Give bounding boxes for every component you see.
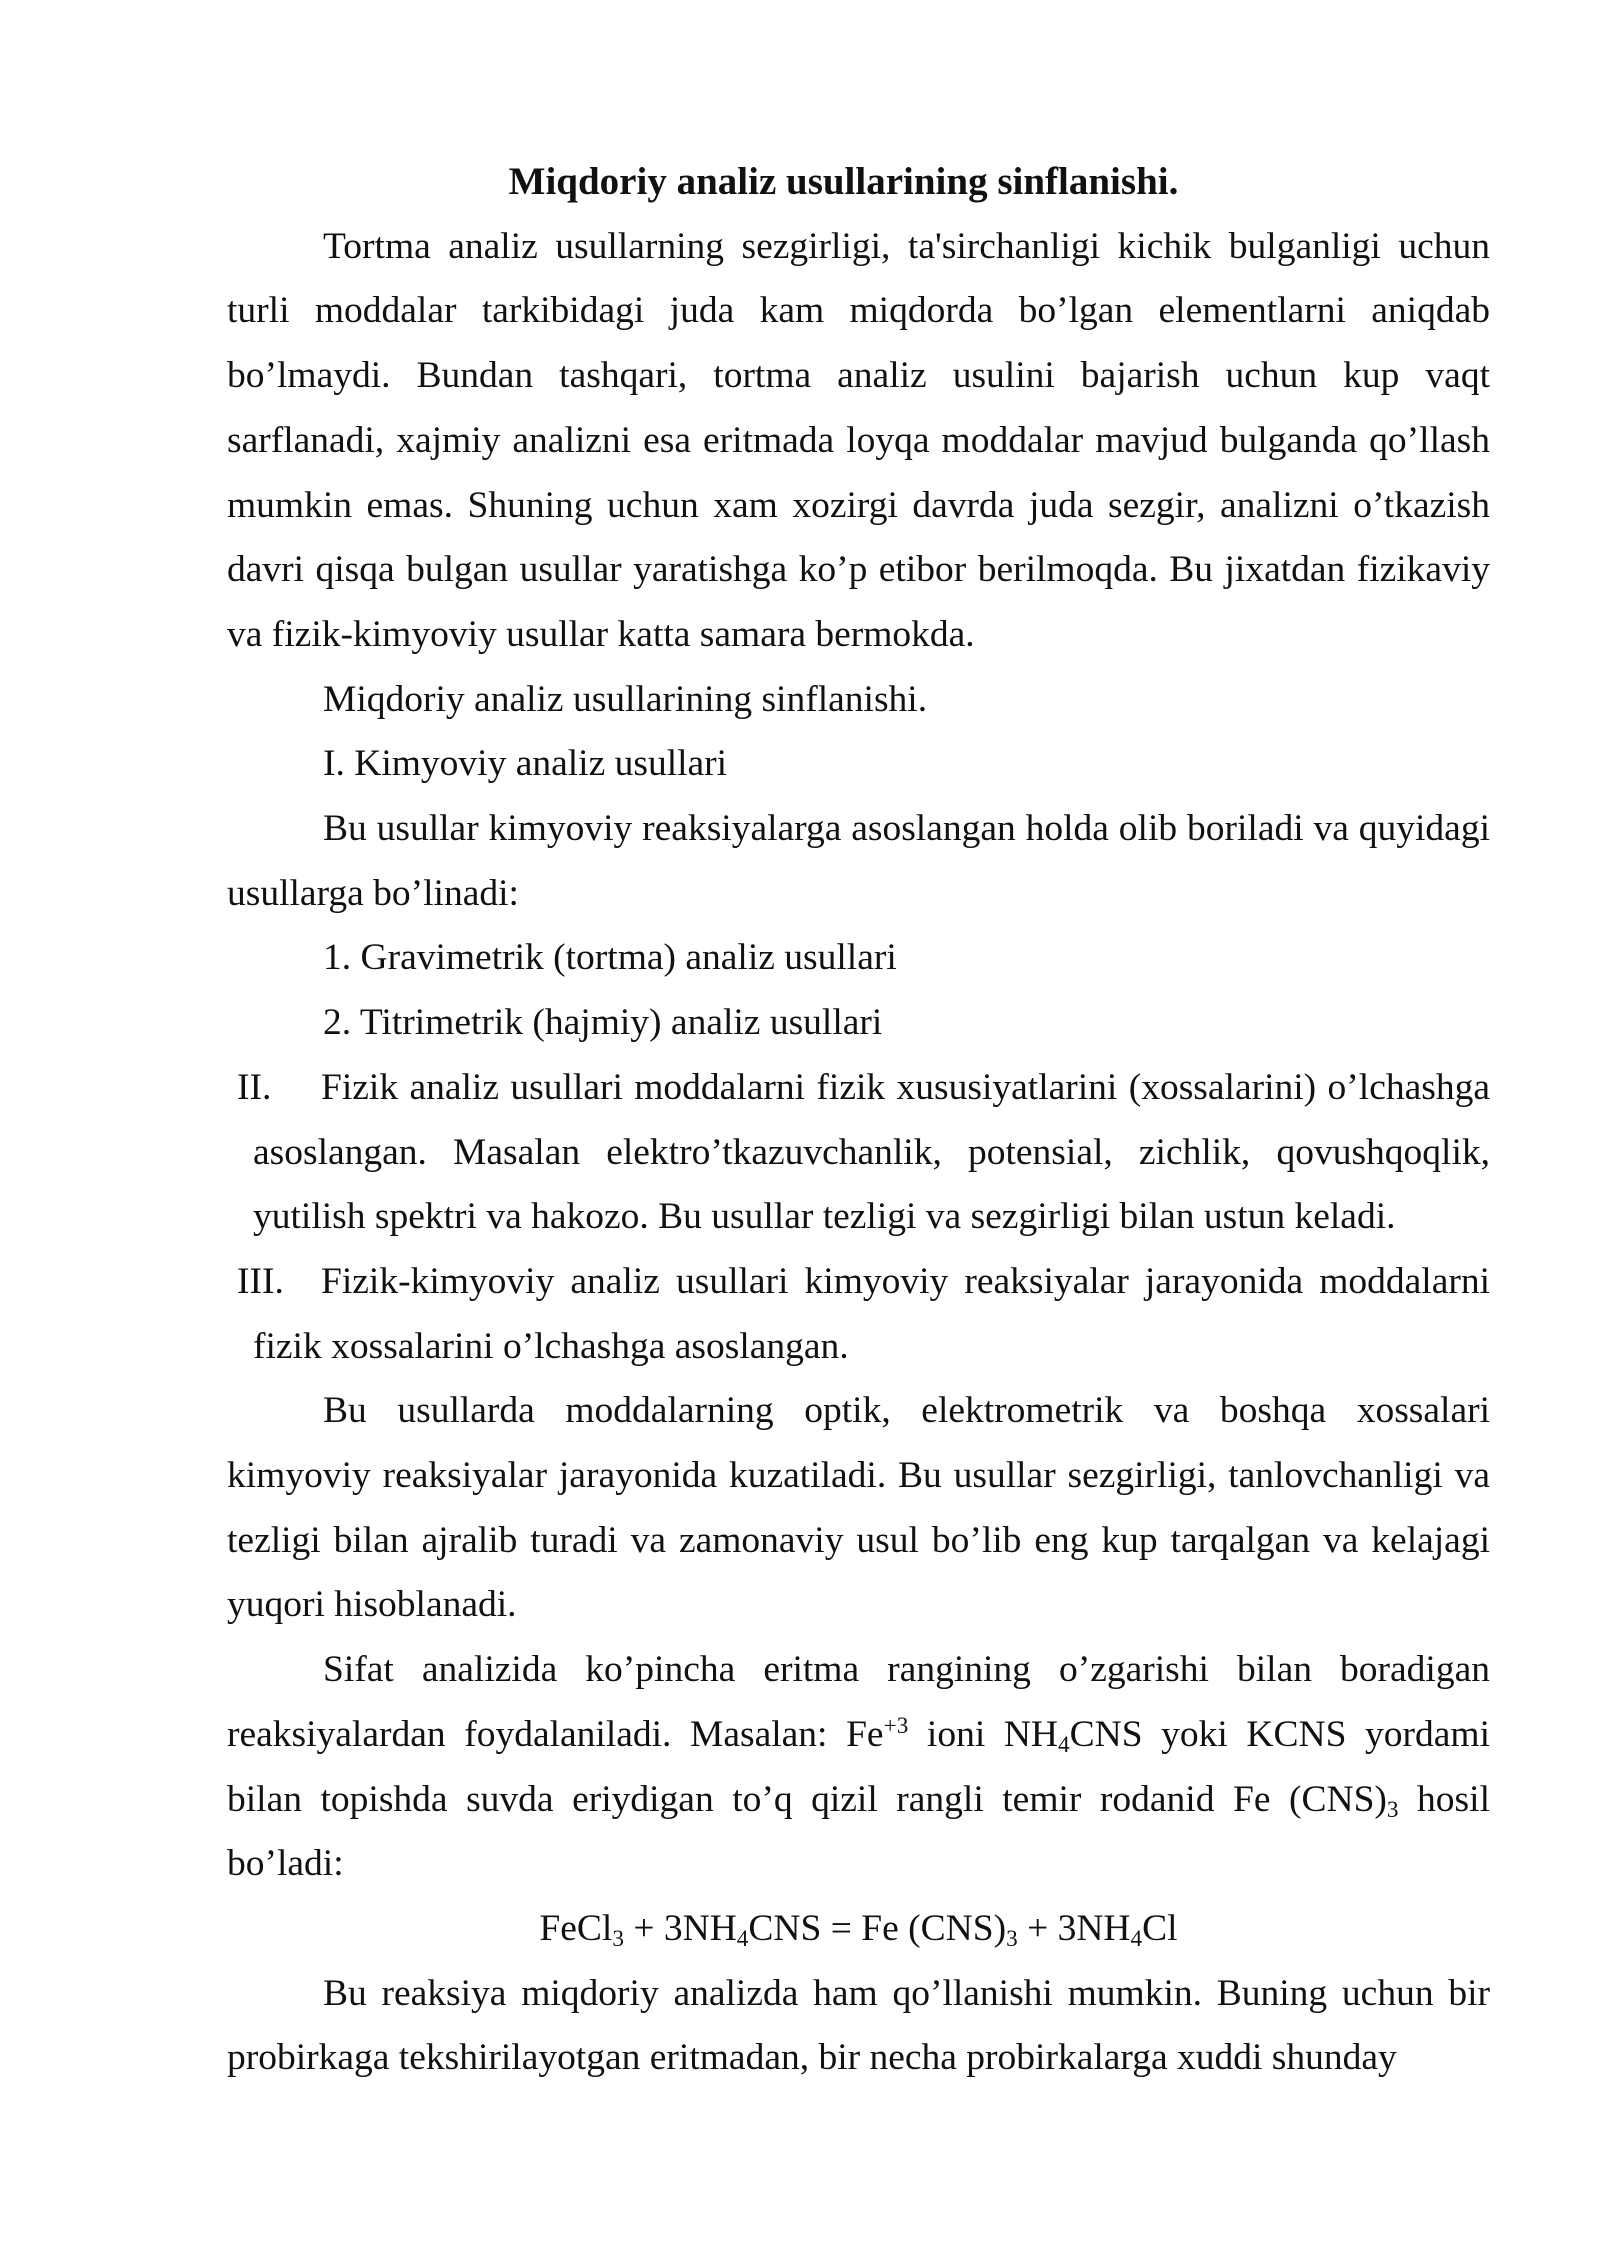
qualitative-analysis-paragraph (227, 1638, 1490, 1897)
eq-sub-1: 3 (612, 1925, 624, 1952)
section-physical-text: Fizik analiz usullari moddalarni fizik xususiyatlarini (xossalarini) o’lchashga asoslangan. Masalan elektro’tkazuvchanlik, potensial, zichlik, qovushqoqlik, yutilish spektri va hakozo. Bu usullar tezligi va sezgirligi bilan ustun keladi. (253, 1066, 1490, 1238)
roman-numeral-iii: III. (237, 1260, 284, 1302)
list-item-titrimetric: 2. Titrimetrik (hajmiy) analiz usullari (323, 1002, 883, 1044)
chemical-methods-paragraph: Bu usullar kimyoviy reaksiyalarga asoslangan holda olib boriladi va quyidagi usullarga bo’linadi: (227, 808, 1490, 914)
subtitle-line: Miqdoriy analiz usullarining sinflanishi. (323, 678, 928, 720)
section-physical (227, 1056, 1490, 1250)
eq-sub-3: 3 (1006, 1925, 1018, 1952)
eq-cl: Cl (1142, 1907, 1178, 1949)
eq-nh: + 3NH (623, 1907, 737, 1949)
eq-sub-4: 4 (1130, 1925, 1143, 1952)
quantitative-use-paragraph: Bu reaksiya miqdoriy analizda ham qo’llanishi mumkin. Buning uchun bir probirkaga tekshirilayotgan eritmadan, bir necha probirkalarga xuddi shunday (227, 1972, 1490, 2079)
physicochemical-paragraph: Bu usullarda moddalarning optik, elektrometrik va boshqa xossalari kimyoviy reaksiyalar jarayonida kuzatiladi. Bu usullar sezgirligi, tanlovchanligi va tezligi bilan ajralib turadi va zamonaviy usul bo’lib eng kup tarqalgan va kelajagi yuqori hisoblanadi. (227, 1390, 1490, 1626)
roman-numeral-ii: II. (237, 1066, 272, 1108)
eq-sub-2: 4 (736, 1925, 749, 1952)
rhodanide-subscript: 3 (1386, 1796, 1399, 1823)
intro-paragraph: Tortma analiz usullarning sezgirligi, ta'sirchanligi kichik bulganligi uchun turli moddalar tarkibidagi juda kam miqdorda bo’lgan elementlarni aniqdab bo’lmaydi. Bundan tashqari, tortma analiz usulini bajarish uchun kup vaqt sarflanadi, xajmiy analizni esa eritmada loyqa moddalar mavjud bulganda qo’llash mumkin emas. Shuning uchun xam xozirgi davrda juda sezgir, analizni o’tkazish davri qisqa bulgan usullar yaratishga ko’p etibor berilmoqda. Bu jixatdan fizikaviy va fizik-kimyoviy usullar katta samara bermokda. (227, 225, 1490, 655)
iron-charge-superscript: +3 (883, 1713, 909, 1740)
qa-text-c: CNS yoki KCNS yordami bilan topishda suvda eriydigan to’q qizil rangli temir rodanid Fe (CNS) (227, 1713, 1491, 1820)
eq-fecl: FeCl (539, 1907, 613, 1949)
ammonium-subscript: 4 (1058, 1731, 1070, 1758)
qa-text-b: ioni NH (908, 1713, 1058, 1755)
list-item-gravimetric: 1. Gravimetrik (tortma) analiz usullari (323, 937, 897, 979)
section-physicochemical (227, 1250, 1490, 1379)
document-title: Miqdoriy analiz usullarining sinflanishi. (508, 160, 1179, 203)
qa-text-a: Sifat analizida ko’pincha eritma rangining o’zgarishi bilan boradigan reaksiyalardan foydalaniladi. Masalan: Fe (227, 1649, 1490, 1755)
section-heading-chemical: I. Kimyoviy analiz usullari (323, 743, 728, 785)
eq-cns: CNS = Fe (CNS) (748, 1907, 1007, 1949)
section-physicochemical-text: Fizik-kimyoviy analiz usullari kimyoviy reaksiyalar jarayonida moddalarni fizik xossalarini o’lchashga asoslangan. (253, 1260, 1490, 1367)
eq-nh-2: + 3NH (1017, 1907, 1131, 1949)
chemical-equation (227, 1897, 1490, 1962)
qa-text-d: hosil bo’ladi: (227, 1778, 1490, 1885)
